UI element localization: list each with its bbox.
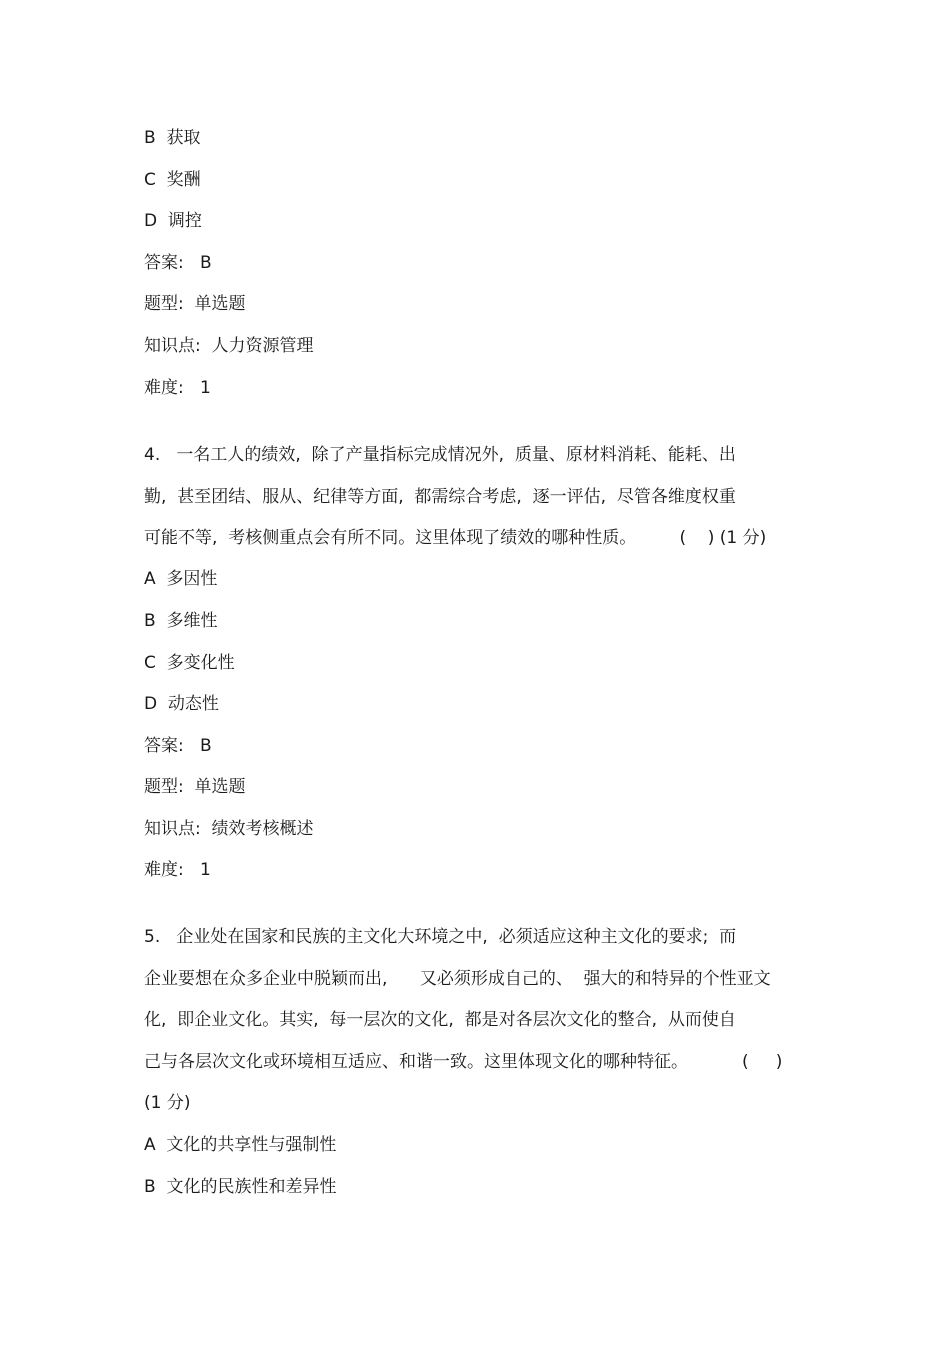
q3-option-b: B 获取	[144, 128, 201, 148]
q5-option-b: B 文化的民族性和差异性	[144, 1177, 337, 1197]
q4-option-c: C 多变化性	[144, 653, 235, 673]
q5-stem-line-1: 5. 企业处在国家和民族的主文化大环境之中, 必须适应这种主文化的要求; 而	[144, 927, 737, 947]
q4-stem-line-1: 4. 一名工人的绩效, 除了产量指标完成情况外, 质量、原材料消耗、能耗、出	[144, 445, 736, 465]
q3-option-d: D 调控	[144, 211, 202, 231]
q4-question-type: 题型: 单选题	[144, 777, 246, 797]
q4-stem-line-3: 可能不等, 考核侧重点会有所不同。这里体现了绩效的哪种性质。 ( ) (1 分)	[144, 528, 767, 548]
q3-option-c: C 奖酬	[144, 170, 201, 190]
q4-option-b: B 多维性	[144, 611, 218, 631]
q3-difficulty: 难度: 1	[144, 378, 211, 398]
q4-difficulty: 难度: 1	[144, 860, 211, 880]
q4-stem-line-2: 勤, 甚至团结、服从、纪律等方面, 都需综合考虑, 逐一评估, 尽管各维度权重	[144, 487, 736, 507]
q3-question-type: 题型: 单选题	[144, 294, 246, 314]
q5-stem-line-4: 己与各层次文化或环境相互适应、和谐一致。这里体现文化的哪种特征。 ( )	[144, 1052, 783, 1072]
q3-answer: 答案: B	[144, 253, 212, 273]
q3-knowledge-point: 知识点: 人力资源管理	[144, 336, 314, 356]
q5-stem-line-5: (1 分)	[144, 1093, 191, 1113]
q4-answer: 答案: B	[144, 736, 212, 756]
q5-stem-line-3: 化, 即企业文化。其实, 每一层次的文化, 都是对各层次文化的整合, 从而使自	[144, 1010, 736, 1030]
q5-stem-line-2: 企业要想在众多企业中脱颖而出, 又必须形成自己的、 强大的和特异的个性亚文	[144, 969, 771, 989]
q4-knowledge-point: 知识点: 绩效考核概述	[144, 819, 314, 839]
q4-option-d: D 动态性	[144, 694, 219, 714]
q5-option-a: A 文化的共享性与强制性	[144, 1135, 337, 1155]
q4-option-a: A 多因性	[144, 569, 218, 589]
